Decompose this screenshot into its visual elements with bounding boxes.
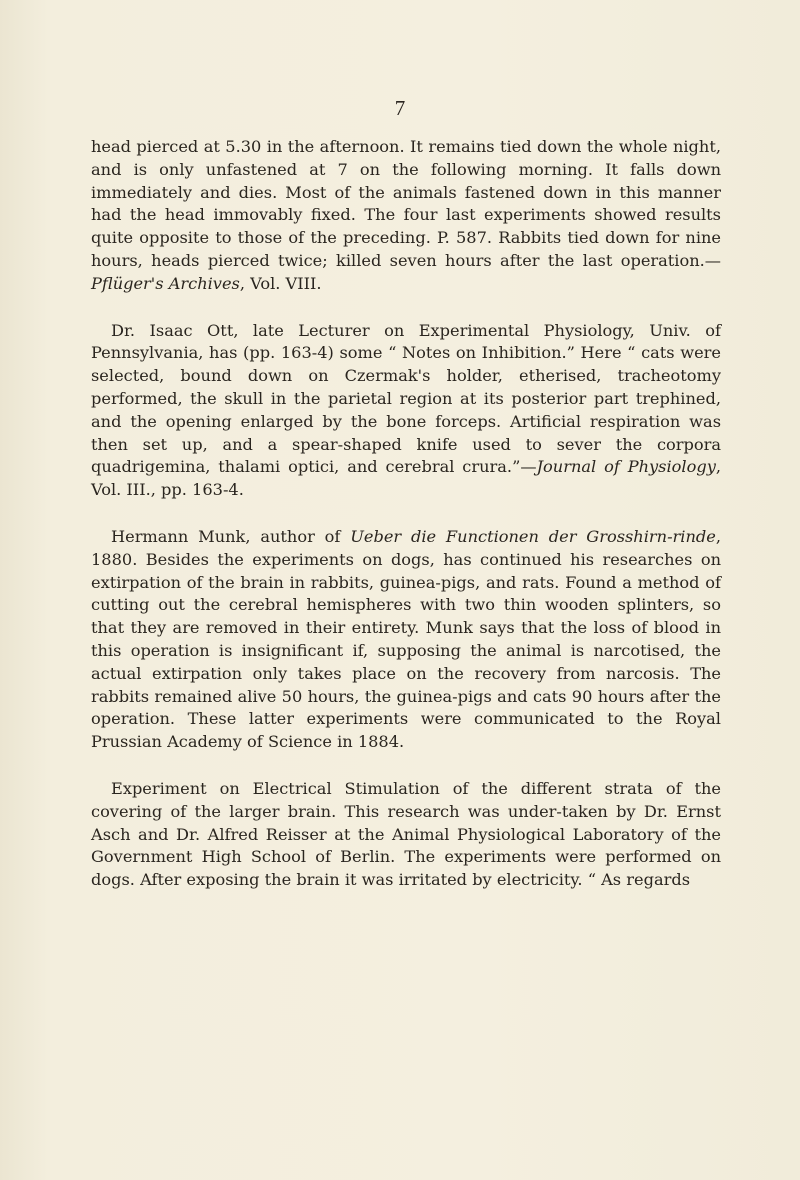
paragraph-electrical-stimulation — [91, 778, 721, 892]
paragraph-continuation — [91, 136, 721, 296]
paragraph-munk — [91, 526, 721, 754]
citation-pfluger-archives: Pflüger's Archives — [91, 273, 240, 293]
paragraph-2-text: Dr. Isaac Ott, late Lecturer on Experimental Physiology, Univ. of Pennsylvania, has (pp. 163-4) some “ Notes on Inhibition.” Here “ cats were selected, bound down on Czermak's holder, etherised, tracheotomy performed, the skull in the parietal region at its posterior part trephined, and the opening enlarged by the bone forceps. Artificial respiration was then set up, and a spear-shaped knife used to sever the corpora quadrigemina, thalami optici, and cerebral crura.”— — [91, 320, 721, 477]
paragraph-3-text: , 1880. Besides the experiments on dogs, has continued his researches on extirpation of the brain in rabbits, guinea-pigs, and rats. Found a method of cutting out the cerebral hemispheres with two thin wooden splinters, so that they are removed in their entirety. Munk says that the loss of blood in this operation is insignificant if, supposing the animal is narcotised, the actual extirpation only takes place on the recovery from narcosis. The rabbits remained alive 50 hours, the guinea-pigs and cats 90 hours after the operation. These latter experiments were communicated to the Royal Prussian Academy of Science in 1884. — [91, 526, 721, 752]
citation-volume: , Vol. VIII. — [239, 273, 322, 293]
paragraph-1-text: head pierced at 5.30 in the afternoon. It remains tied down the whole night, and is only unfastened at 7 on the following morning. It falls down immediately and dies. Most of the animals fastened down in this manner had the head immovably fixed. The four last experiments showed results quite opposite to those of the preceding. P. 587. Rabbits tied down for nine hours, heads pierced twice; killed seven hours after the last operation.— — [91, 137, 721, 270]
page-number: 7 — [394, 96, 406, 120]
paragraph-ott — [91, 320, 721, 502]
citation-volume-pages: , Vol. III., pp. 163-4. — [91, 457, 721, 500]
body-text — [91, 136, 721, 916]
paragraph-3-lead: Hermann Munk, author of — [111, 526, 351, 546]
citation-journal-of-physiology: Journal of Physiology — [536, 457, 716, 477]
book-title-munk: Ueber die Functionen der Grosshirn-rinde — [350, 526, 716, 546]
paragraph-4-text: Experiment on Electrical Stimulation of the different strata of the covering of the larger brain. This research was under-taken by Dr. Ernst Asch and Dr. Alfred Reisser at the Animal Physiological Laboratory of the Government High School of Berlin. The experiments were performed on dogs. After exposing the brain it was irritated by electricity. “ As regards — [91, 778, 721, 890]
